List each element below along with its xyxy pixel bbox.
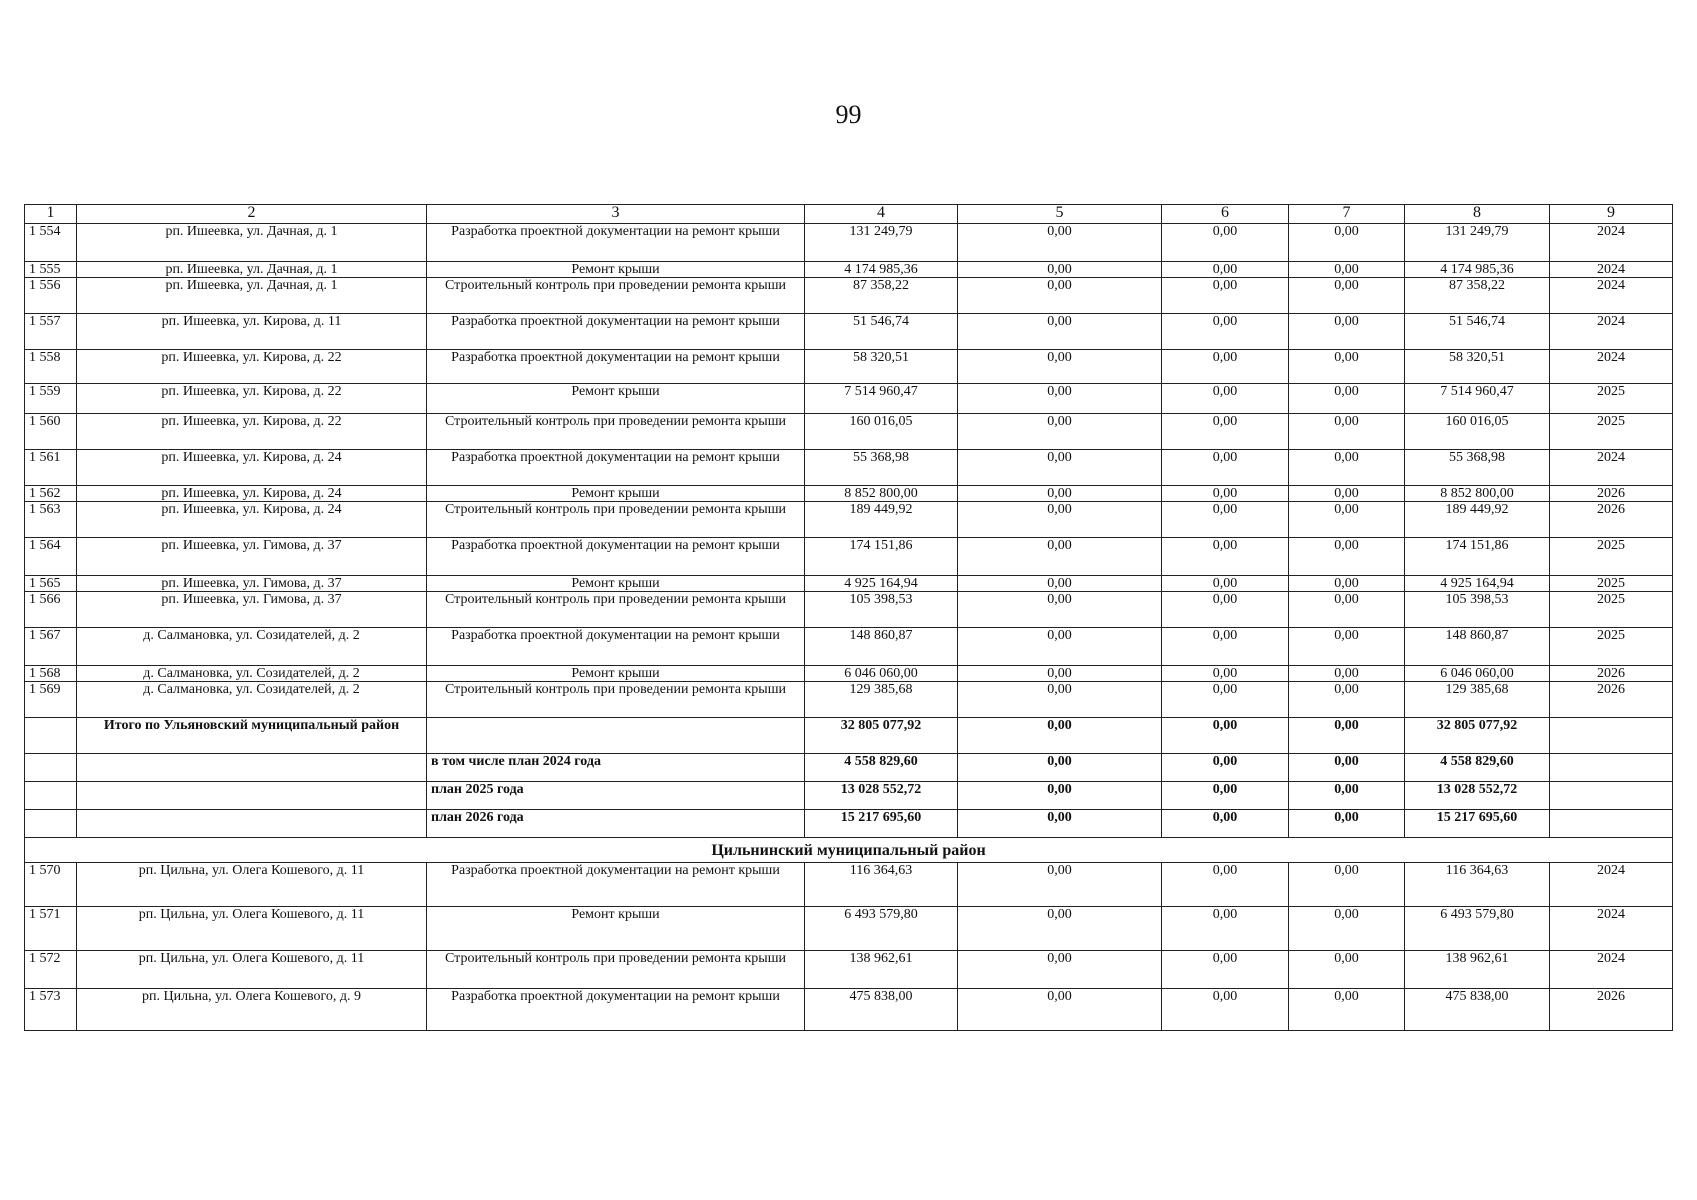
address-cell: рп. Ишеевка, ул. Кирова, д. 24 xyxy=(77,502,427,538)
amount-col5-cell: 0,00 xyxy=(958,262,1162,278)
amount-col5-cell: 0,00 xyxy=(958,863,1162,907)
row-number: 1 570 xyxy=(25,863,77,907)
address-cell: рп. Ишеевка, ул. Кирова, д. 11 xyxy=(77,314,427,350)
work-type-cell: Разработка проектной документации на ремонт крыши xyxy=(427,538,805,576)
row-number: 1 565 xyxy=(25,576,77,592)
amount-col5-cell: 0,00 xyxy=(958,350,1162,384)
year-cell: 2025 xyxy=(1550,538,1673,576)
work-type-cell: Разработка проектной документации на ремонт крыши xyxy=(427,350,805,384)
amount-col6-cell: 0,00 xyxy=(1162,502,1289,538)
table-row xyxy=(25,907,1673,951)
work-type-cell: Ремонт крыши xyxy=(427,384,805,414)
year-cell: 2025 xyxy=(1550,414,1673,450)
amount-col6-cell: 0,00 xyxy=(1162,576,1289,592)
amount-col6-cell: 0,00 xyxy=(1162,863,1289,907)
district-total-row xyxy=(25,718,1673,754)
amount-col5-cell: 0,00 xyxy=(958,754,1162,782)
amount-col6-cell: 0,00 xyxy=(1162,486,1289,502)
amount-col6-cell: 0,00 xyxy=(1162,666,1289,682)
address-cell: рп. Цильна, ул. Олега Кошевого, д. 11 xyxy=(77,907,427,951)
work-type-cell: Ремонт крыши xyxy=(427,576,805,592)
table-row xyxy=(25,350,1673,384)
amount-col6-cell: 0,00 xyxy=(1162,810,1289,838)
table-row xyxy=(25,863,1673,907)
table-row xyxy=(25,262,1673,278)
column-header: 2 xyxy=(77,205,427,224)
address-cell: д. Салмановка, ул. Созидателей, д. 2 xyxy=(77,666,427,682)
plan-year-total-row xyxy=(25,754,1673,782)
amount-col7-cell: 0,00 xyxy=(1289,384,1405,414)
amount-col6-cell: 0,00 xyxy=(1162,350,1289,384)
table-row xyxy=(25,450,1673,486)
amount-col8-cell: 6 493 579,80 xyxy=(1405,907,1550,951)
plan-label: в том числе план 2024 года xyxy=(427,754,805,782)
amount-col7-cell: 0,00 xyxy=(1289,450,1405,486)
amount-col7-cell: 0,00 xyxy=(1289,350,1405,384)
amount-col8-cell: 116 364,63 xyxy=(1405,863,1550,907)
table-row xyxy=(25,278,1673,314)
amount-col8-cell: 160 016,05 xyxy=(1405,414,1550,450)
amount-col6-cell: 0,00 xyxy=(1162,628,1289,666)
amount-total-cell: 116 364,63 xyxy=(805,863,958,907)
amount-col5-cell: 0,00 xyxy=(958,502,1162,538)
total-label: Итого по Ульяновский муниципальный район xyxy=(77,718,427,754)
column-header: 8 xyxy=(1405,205,1550,224)
amount-col7-cell: 0,00 xyxy=(1289,592,1405,628)
column-header: 9 xyxy=(1550,205,1673,224)
amount-col6-cell: 0,00 xyxy=(1162,278,1289,314)
year-cell: 2024 xyxy=(1550,450,1673,486)
amount-total-cell: 148 860,87 xyxy=(805,628,958,666)
row-number: 1 555 xyxy=(25,262,77,278)
amount-col5-cell: 0,00 xyxy=(958,278,1162,314)
amount-col6-cell: 0,00 xyxy=(1162,314,1289,350)
work-type-cell: Строительный контроль при проведении ремонта крыши xyxy=(427,278,805,314)
amount-total-cell: 4 174 985,36 xyxy=(805,262,958,278)
address-cell: рп. Ишеевка, ул. Гимова, д. 37 xyxy=(77,592,427,628)
row-number: 1 561 xyxy=(25,450,77,486)
year-cell: 2024 xyxy=(1550,262,1673,278)
amount-col5-cell: 0,00 xyxy=(958,450,1162,486)
year-cell xyxy=(1550,782,1673,810)
amount-col7-cell: 0,00 xyxy=(1289,754,1405,782)
amount-col7-cell: 0,00 xyxy=(1289,224,1405,262)
row-number: 1 566 xyxy=(25,592,77,628)
amount-total-cell: 51 546,74 xyxy=(805,314,958,350)
amount-col8-cell: 6 046 060,00 xyxy=(1405,666,1550,682)
amount-total-cell: 87 358,22 xyxy=(805,278,958,314)
amount-col7-cell: 0,00 xyxy=(1289,576,1405,592)
work-type-cell: Ремонт крыши xyxy=(427,262,805,278)
row-number: 1 563 xyxy=(25,502,77,538)
amount-col7-cell: 0,00 xyxy=(1289,989,1405,1031)
amount-col6-cell: 0,00 xyxy=(1162,907,1289,951)
amount-col8-cell: 87 358,22 xyxy=(1405,278,1550,314)
amount-col7-cell: 0,00 xyxy=(1289,666,1405,682)
work-type-cell: Разработка проектной документации на ремонт крыши xyxy=(427,628,805,666)
total-label xyxy=(77,782,427,810)
year-cell: 2026 xyxy=(1550,666,1673,682)
amount-col8-cell: 148 860,87 xyxy=(1405,628,1550,666)
row-number xyxy=(25,782,77,810)
amount-col8-cell: 15 217 695,60 xyxy=(1405,810,1550,838)
amount-total-cell: 475 838,00 xyxy=(805,989,958,1031)
amount-col8-cell: 129 385,68 xyxy=(1405,682,1550,718)
row-number xyxy=(25,810,77,838)
row-number xyxy=(25,754,77,782)
amount-col5-cell: 0,00 xyxy=(958,224,1162,262)
amount-col8-cell: 105 398,53 xyxy=(1405,592,1550,628)
row-number: 1 559 xyxy=(25,384,77,414)
year-cell: 2026 xyxy=(1550,486,1673,502)
year-cell: 2025 xyxy=(1550,592,1673,628)
table-row xyxy=(25,666,1673,682)
column-header: 4 xyxy=(805,205,958,224)
address-cell: рп. Цильна, ул. Олега Кошевого, д. 11 xyxy=(77,951,427,989)
amount-col5-cell: 0,00 xyxy=(958,314,1162,350)
amount-col8-cell: 189 449,92 xyxy=(1405,502,1550,538)
work-type-cell: Разработка проектной документации на ремонт крыши xyxy=(427,314,805,350)
plan-label: план 2025 года xyxy=(427,782,805,810)
table-row xyxy=(25,989,1673,1031)
year-cell: 2024 xyxy=(1550,314,1673,350)
year-cell xyxy=(1550,810,1673,838)
address-cell: рп. Цильна, ул. Олега Кошевого, д. 11 xyxy=(77,863,427,907)
column-header: 5 xyxy=(958,205,1162,224)
amount-col7-cell: 0,00 xyxy=(1289,951,1405,989)
work-type-cell: Строительный контроль при проведении ремонта крыши xyxy=(427,502,805,538)
address-cell: рп. Ишеевка, ул. Дачная, д. 1 xyxy=(77,278,427,314)
amount-col8-cell: 138 962,61 xyxy=(1405,951,1550,989)
row-number: 1 560 xyxy=(25,414,77,450)
page-number: 99 xyxy=(835,100,862,129)
amount-col8-cell: 32 805 077,92 xyxy=(1405,718,1550,754)
amount-col6-cell: 0,00 xyxy=(1162,682,1289,718)
table-row xyxy=(25,384,1673,414)
amount-col8-cell: 7 514 960,47 xyxy=(1405,384,1550,414)
year-cell: 2024 xyxy=(1550,907,1673,951)
column-header: 7 xyxy=(1289,205,1405,224)
row-number xyxy=(25,718,77,754)
amount-total-cell: 13 028 552,72 xyxy=(805,782,958,810)
table-row xyxy=(25,502,1673,538)
work-type-cell: Ремонт крыши xyxy=(427,907,805,951)
amount-col6-cell: 0,00 xyxy=(1162,718,1289,754)
address-cell: рп. Ишеевка, ул. Дачная, д. 1 xyxy=(77,224,427,262)
work-type-cell: Ремонт крыши xyxy=(427,486,805,502)
amount-col7-cell: 0,00 xyxy=(1289,262,1405,278)
amount-col6-cell: 0,00 xyxy=(1162,951,1289,989)
amount-col6-cell: 0,00 xyxy=(1162,450,1289,486)
row-number: 1 562 xyxy=(25,486,77,502)
year-cell: 2024 xyxy=(1550,224,1673,262)
table-row xyxy=(25,682,1673,718)
amount-total-cell: 4 558 829,60 xyxy=(805,754,958,782)
year-cell: 2026 xyxy=(1550,989,1673,1031)
year-cell: 2026 xyxy=(1550,502,1673,538)
amount-col7-cell: 0,00 xyxy=(1289,782,1405,810)
amount-col6-cell: 0,00 xyxy=(1162,224,1289,262)
address-cell: рп. Ишеевка, ул. Дачная, д. 1 xyxy=(77,262,427,278)
row-number: 1 558 xyxy=(25,350,77,384)
work-type-cell: Разработка проектной документации на ремонт крыши xyxy=(427,224,805,262)
address-cell: рп. Ишеевка, ул. Кирова, д. 24 xyxy=(77,450,427,486)
amount-col7-cell: 0,00 xyxy=(1289,628,1405,666)
address-cell: рп. Ишеевка, ул. Кирова, д. 22 xyxy=(77,350,427,384)
amount-total-cell: 55 368,98 xyxy=(805,450,958,486)
table-row xyxy=(25,414,1673,450)
amount-total-cell: 15 217 695,60 xyxy=(805,810,958,838)
amount-col8-cell: 131 249,79 xyxy=(1405,224,1550,262)
amount-total-cell: 7 514 960,47 xyxy=(805,384,958,414)
work-type-cell: Разработка проектной документации на ремонт крыши xyxy=(427,863,805,907)
amount-total-cell: 138 962,61 xyxy=(805,951,958,989)
table-row xyxy=(25,224,1673,262)
table-row xyxy=(25,628,1673,666)
year-cell xyxy=(1550,754,1673,782)
row-number: 1 568 xyxy=(25,666,77,682)
address-cell: рп. Ишеевка, ул. Кирова, д. 24 xyxy=(77,486,427,502)
amount-col7-cell: 0,00 xyxy=(1289,863,1405,907)
work-type-cell: Строительный контроль при проведении ремонта крыши xyxy=(427,592,805,628)
amount-col8-cell: 174 151,86 xyxy=(1405,538,1550,576)
amount-total-cell: 105 398,53 xyxy=(805,592,958,628)
amount-col7-cell: 0,00 xyxy=(1289,810,1405,838)
row-number: 1 567 xyxy=(25,628,77,666)
amount-col5-cell: 0,00 xyxy=(958,576,1162,592)
amount-col6-cell: 0,00 xyxy=(1162,754,1289,782)
amount-col7-cell: 0,00 xyxy=(1289,278,1405,314)
plan-year-total-row xyxy=(25,782,1673,810)
district-section-title: Цильнинский муниципальный район xyxy=(25,838,1673,863)
address-cell: рп. Ишеевка, ул. Гимова, д. 37 xyxy=(77,576,427,592)
address-cell: рп. Ишеевка, ул. Гимова, д. 37 xyxy=(77,538,427,576)
year-cell: 2025 xyxy=(1550,576,1673,592)
table-row xyxy=(25,592,1673,628)
amount-col6-cell: 0,00 xyxy=(1162,538,1289,576)
amount-col6-cell: 0,00 xyxy=(1162,262,1289,278)
amount-col5-cell: 0,00 xyxy=(958,628,1162,666)
year-cell: 2024 xyxy=(1550,951,1673,989)
address-cell: рп. Цильна, ул. Олега Кошевого, д. 9 xyxy=(77,989,427,1031)
amount-total-cell: 8 852 800,00 xyxy=(805,486,958,502)
work-type-cell: Разработка проектной документации на ремонт крыши xyxy=(427,450,805,486)
amount-col5-cell: 0,00 xyxy=(958,989,1162,1031)
work-type-cell: Строительный контроль при проведении ремонта крыши xyxy=(427,951,805,989)
row-number: 1 557 xyxy=(25,314,77,350)
amount-total-cell: 6 046 060,00 xyxy=(805,666,958,682)
amount-col8-cell: 4 925 164,94 xyxy=(1405,576,1550,592)
amount-total-cell: 189 449,92 xyxy=(805,502,958,538)
row-number: 1 554 xyxy=(25,224,77,262)
row-number: 1 564 xyxy=(25,538,77,576)
work-type-cell: Разработка проектной документации на ремонт крыши xyxy=(427,989,805,1031)
amount-col8-cell: 13 028 552,72 xyxy=(1405,782,1550,810)
work-type-cell: Строительный контроль при проведении ремонта крыши xyxy=(427,414,805,450)
amount-total-cell: 58 320,51 xyxy=(805,350,958,384)
amount-total-cell: 32 805 077,92 xyxy=(805,718,958,754)
work-type-cell: Строительный контроль при проведении ремонта крыши xyxy=(427,682,805,718)
year-cell: 2025 xyxy=(1550,384,1673,414)
amount-total-cell: 160 016,05 xyxy=(805,414,958,450)
amount-col7-cell: 0,00 xyxy=(1289,414,1405,450)
address-cell: рп. Ишеевка, ул. Кирова, д. 22 xyxy=(77,414,427,450)
amount-total-cell: 4 925 164,94 xyxy=(805,576,958,592)
table-row xyxy=(25,314,1673,350)
address-cell: д. Салмановка, ул. Созидателей, д. 2 xyxy=(77,628,427,666)
amount-col8-cell: 58 320,51 xyxy=(1405,350,1550,384)
column-header: 1 xyxy=(25,205,77,224)
row-number: 1 572 xyxy=(25,951,77,989)
amount-col5-cell: 0,00 xyxy=(958,951,1162,989)
year-cell: 2024 xyxy=(1550,278,1673,314)
amount-col5-cell: 0,00 xyxy=(958,907,1162,951)
repair-plan-table xyxy=(24,204,1673,1031)
amount-total-cell: 129 385,68 xyxy=(805,682,958,718)
amount-col7-cell: 0,00 xyxy=(1289,907,1405,951)
amount-col5-cell: 0,00 xyxy=(958,682,1162,718)
year-cell: 2026 xyxy=(1550,682,1673,718)
amount-col5-cell: 0,00 xyxy=(958,486,1162,502)
amount-col5-cell: 0,00 xyxy=(958,782,1162,810)
amount-col8-cell: 4 558 829,60 xyxy=(1405,754,1550,782)
amount-col5-cell: 0,00 xyxy=(958,538,1162,576)
table-row xyxy=(25,951,1673,989)
year-cell xyxy=(1550,718,1673,754)
amount-col6-cell: 0,00 xyxy=(1162,989,1289,1031)
amount-col7-cell: 0,00 xyxy=(1289,682,1405,718)
address-cell: рп. Ишеевка, ул. Кирова, д. 22 xyxy=(77,384,427,414)
column-header: 3 xyxy=(427,205,805,224)
amount-total-cell: 131 249,79 xyxy=(805,224,958,262)
column-header: 6 xyxy=(1162,205,1289,224)
column-number-header xyxy=(25,205,1673,224)
amount-col5-cell: 0,00 xyxy=(958,592,1162,628)
amount-col7-cell: 0,00 xyxy=(1289,486,1405,502)
amount-col8-cell: 51 546,74 xyxy=(1405,314,1550,350)
table-row xyxy=(25,486,1673,502)
amount-total-cell: 6 493 579,80 xyxy=(805,907,958,951)
amount-col6-cell: 0,00 xyxy=(1162,782,1289,810)
amount-col5-cell: 0,00 xyxy=(958,810,1162,838)
amount-col7-cell: 0,00 xyxy=(1289,718,1405,754)
total-label xyxy=(77,810,427,838)
amount-col6-cell: 0,00 xyxy=(1162,592,1289,628)
row-number: 1 571 xyxy=(25,907,77,951)
amount-col7-cell: 0,00 xyxy=(1289,502,1405,538)
amount-col6-cell: 0,00 xyxy=(1162,414,1289,450)
amount-col8-cell: 475 838,00 xyxy=(1405,989,1550,1031)
plan-year-total-row xyxy=(25,810,1673,838)
year-cell: 2024 xyxy=(1550,350,1673,384)
table-row xyxy=(25,576,1673,592)
amount-total-cell: 174 151,86 xyxy=(805,538,958,576)
table-row xyxy=(25,538,1673,576)
amount-col5-cell: 0,00 xyxy=(958,718,1162,754)
row-number: 1 569 xyxy=(25,682,77,718)
year-cell: 2025 xyxy=(1550,628,1673,666)
amount-col8-cell: 4 174 985,36 xyxy=(1405,262,1550,278)
row-number: 1 556 xyxy=(25,278,77,314)
amount-col7-cell: 0,00 xyxy=(1289,538,1405,576)
amount-col6-cell: 0,00 xyxy=(1162,384,1289,414)
district-section-row xyxy=(25,838,1673,863)
amount-col5-cell: 0,00 xyxy=(958,414,1162,450)
amount-col8-cell: 55 368,98 xyxy=(1405,450,1550,486)
amount-col7-cell: 0,00 xyxy=(1289,314,1405,350)
amount-col5-cell: 0,00 xyxy=(958,384,1162,414)
plan-label: план 2026 года xyxy=(427,810,805,838)
address-cell: д. Салмановка, ул. Созидателей, д. 2 xyxy=(77,682,427,718)
year-cell: 2024 xyxy=(1550,863,1673,907)
work-type-cell: Ремонт крыши xyxy=(427,666,805,682)
amount-col8-cell: 8 852 800,00 xyxy=(1405,486,1550,502)
plan-label xyxy=(427,718,805,754)
row-number: 1 573 xyxy=(25,989,77,1031)
total-label xyxy=(77,754,427,782)
amount-col5-cell: 0,00 xyxy=(958,666,1162,682)
